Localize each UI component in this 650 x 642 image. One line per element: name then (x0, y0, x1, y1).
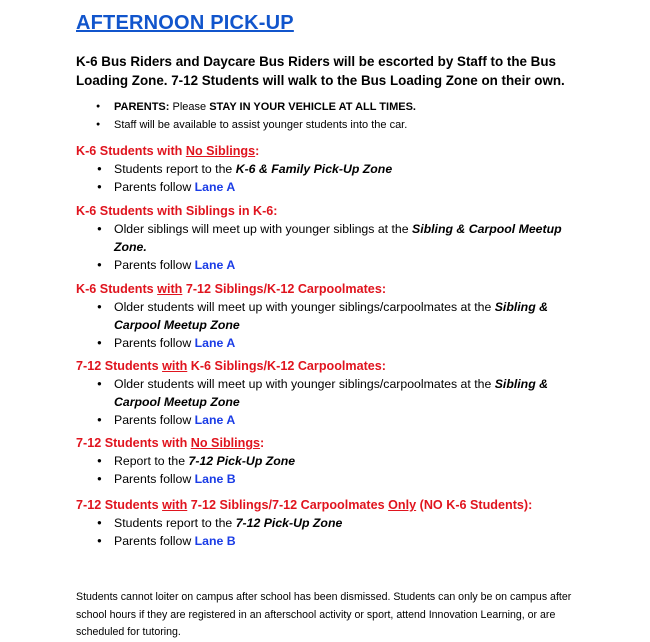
note-parents (76, 98, 416, 116)
section-list (76, 514, 576, 550)
zone-name: Sibling & Carpool Meetup Zone (114, 300, 549, 332)
section-heading: K-6 Students with No Siblings: (76, 144, 260, 158)
section-heading: K-6 Students with 7-12 Siblings/K-12 Carpoolmates: (76, 282, 387, 296)
parents-text: Please (172, 101, 207, 113)
section-list (76, 160, 566, 196)
list-item: ● Parents follow Lane B (76, 532, 564, 550)
section-heading: 7-12 Students with 7-12 Siblings/7-12 Carpoolmates Only (NO K-6 Students): (76, 498, 533, 512)
lane-label: Lane A (194, 180, 236, 194)
zone-name: Sibling & Carpool Meetup Zone. (114, 222, 562, 254)
list-item: ● Parents follow Lane A (76, 178, 564, 196)
section-7-12-with-7-12-only (76, 497, 576, 550)
lane-label: Lane A (194, 413, 236, 427)
section-heading: 7-12 Students with No Siblings: (76, 436, 265, 450)
section-7-12-no-siblings (76, 435, 566, 488)
zone-name: Sibling & Carpool Meetup Zone (114, 377, 549, 409)
parents-label: PARENTS: (114, 101, 170, 113)
list-item: ● Parents follow Lane B (76, 470, 564, 488)
list-item: ● Older students will meet up with younger siblings/carpoolmates at the Sibling & Carpool Meetup Zone (76, 375, 564, 411)
page-title: AFTERNOON PICK-UP (76, 12, 294, 34)
section-k6-with-7-12 (76, 281, 566, 352)
list-item: ● Report to the 7-12 Pick-Up Zone (76, 452, 564, 470)
list-item: ● Students report to the 7-12 Pick-Up Zone (76, 514, 564, 532)
parents-emphasis: STAY IN YOUR VEHICLE AT ALL TIMES. (209, 101, 416, 113)
intro-paragraph: K-6 Bus Riders and Daycare Bus Riders will be escorted by Staff to the Bus Loading Zone. 7-12 Students will walk to the Bus Loading Zone on their own. (76, 54, 565, 88)
list-item: ● Parents follow Lane A (76, 411, 564, 429)
list-item: ● Older siblings will meet up with younger siblings at the Sibling & Carpool Meetup Zone. (76, 220, 564, 256)
list-item: ● Older students will meet up with younger siblings/carpoolmates at the Sibling & Carpool Meetup Zone (76, 298, 564, 334)
zone-name: 7-12 Pick-Up Zone (188, 454, 296, 468)
lane-label: Lane A (194, 258, 236, 272)
list-item: ● Parents follow Lane A (76, 256, 564, 274)
section-k6-siblings-k6 (76, 203, 566, 274)
list-item: ● Parents follow Lane A (76, 334, 564, 352)
note-staff: ● Staff will be available to assist younger students into the car. (76, 116, 416, 134)
lane-label: Lane B (194, 534, 236, 548)
lane-label: Lane B (194, 472, 236, 486)
section-heading: K-6 Students with Siblings in K-6: (76, 204, 278, 218)
section-k6-no-siblings (76, 143, 566, 196)
section-list (76, 298, 566, 352)
list-item: ● Students report to the K-6 & Family Pick-Up Zone (76, 160, 564, 178)
section-heading: 7-12 Students with K-6 Siblings/K-12 Carpoolmates: (76, 359, 387, 373)
zone-name: 7-12 Pick-Up Zone (235, 516, 343, 530)
lane-label: Lane A (194, 336, 236, 350)
section-list (76, 375, 566, 429)
section-7-12-with-k6 (76, 358, 566, 429)
section-list (76, 220, 566, 274)
zone-name: K-6 & Family Pick-Up Zone (235, 162, 393, 176)
notes-list (76, 98, 416, 134)
section-list (76, 452, 566, 488)
footer-note: Students cannot loiter on campus after school has been dismissed. Students can only be on campus after school hours if they are registered in an afterschool activity or sport, attend Innovation Learning, or are scheduled for tutoring. (76, 591, 572, 638)
